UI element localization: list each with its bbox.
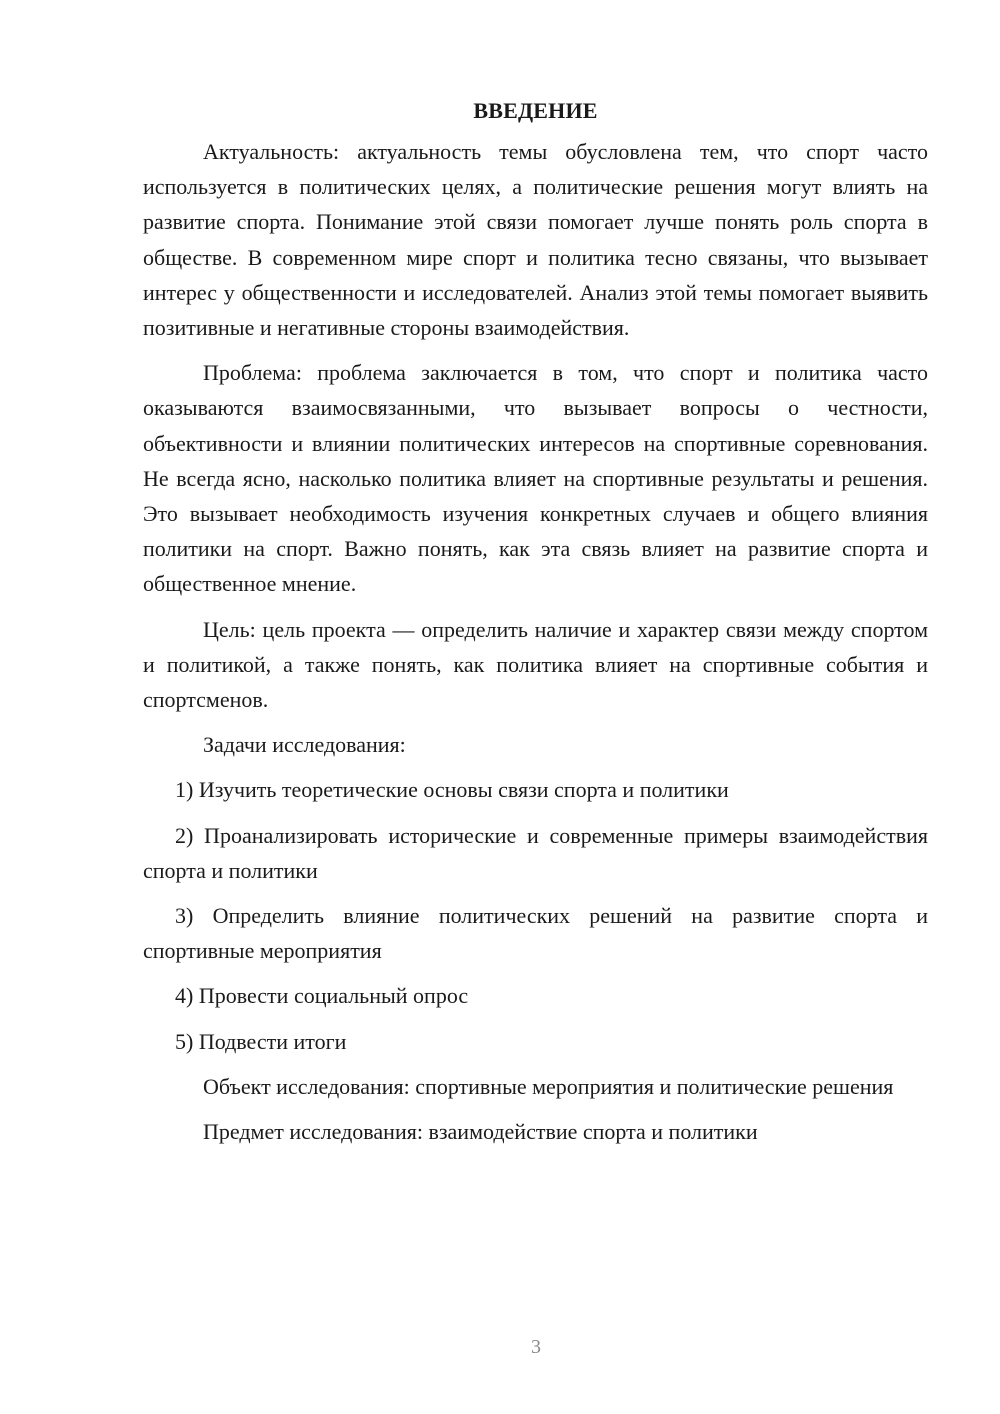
task-item-2: 2) Проанализировать исторические и современные примеры взаимодействия спорта и политики [143,822,928,883]
goal-paragraph: Цель: цель проекта — определить наличие и характер связи между спортом и политикой, а также понять, как политика влияет на спортивные события и спортсменов. [143,616,928,713]
section-heading: ВВЕДЕНИЕ [473,98,598,123]
task-item-5: 5) Подвести итоги [175,1028,347,1054]
page-number: 3 [531,1336,541,1358]
page-content [143,93,928,1149]
task-item-3: 3) Определить влияние политических решений на развитие спорта и спортивные мероприятия [143,903,928,964]
research-object-paragraph: Объект исследования: спортивные мероприятия и политические решения [203,1073,894,1099]
problem-paragraph: Проблема: проблема заключается в том, что спорт и политика часто оказываются взаимосвязанными, что вызывает вопросы о честности, объективности и влиянии политических интересов на спортивные соревнования. Не всегда ясно, насколько политика влияет на спортивные результаты и решения. Это вызывает необходимость изучения конкретных случаев и общего влияния политики на спорт. Важно понять, как эта связь влияет на развитие спорта и общественное мнение. [143,360,928,597]
research-subject-paragraph: Предмет исследования: взаимодействие спорта и политики [203,1119,758,1145]
relevance-paragraph: Актуальность: актуальность темы обусловлена тем, что спорт часто используется в политических целях, а политические решения могут влиять на развитие спорта. Понимание этой связи помогает лучше понять роль спорта в обществе. В современном мире спорт и политика тесно связаны, что вызывает интерес у общественности и исследователей. Анализ этой темы помогает выявить позитивные и негативные стороны взаимодействия. [143,139,928,341]
task-item-1: 1) Изучить теоретические основы связи спорта и политики [175,777,729,803]
task-item-4: 4) Провести социальный опрос [175,983,469,1009]
tasks-heading: Задачи исследования: [203,732,406,758]
